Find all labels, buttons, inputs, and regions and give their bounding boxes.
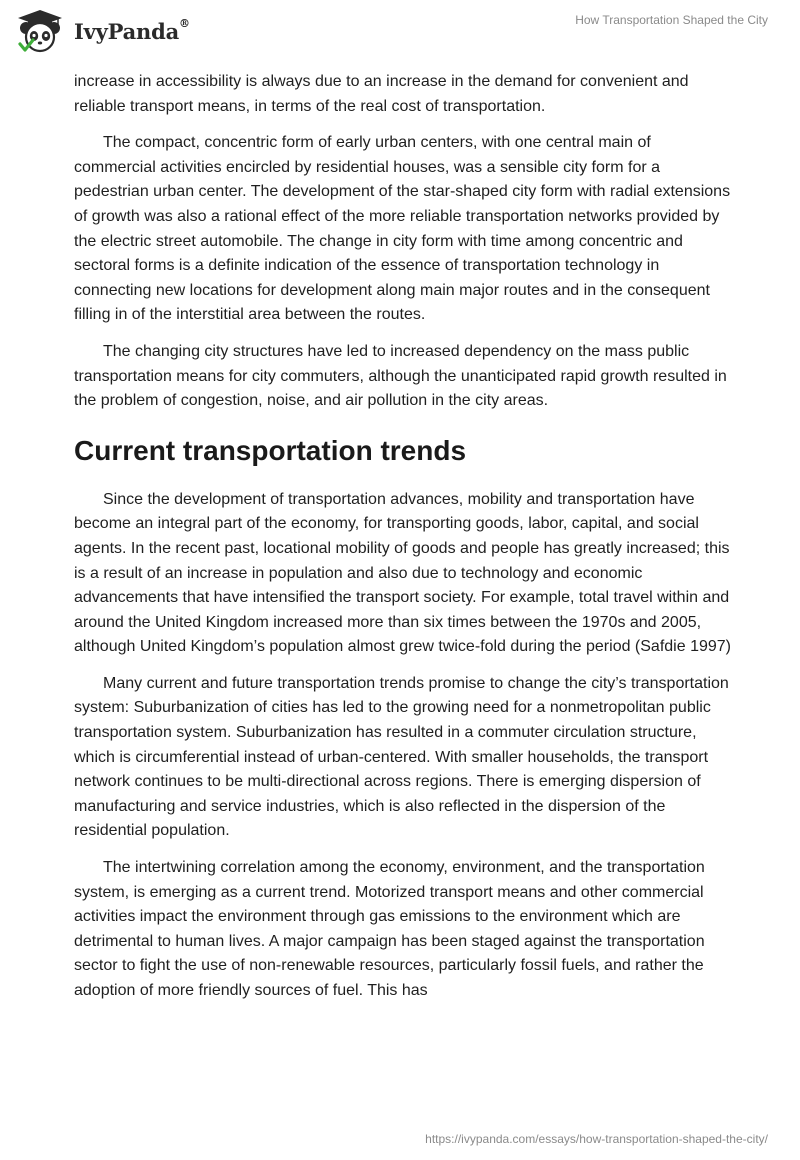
paragraph: The compact, concentric form of early urban centers, with one central main of commercial activities encircled by residential houses, was a sensible city form for a pedestrian urban center. The development of the star-shaped city form with radial extensions of growth was also a rational effect of the more reliable transportation networks provided by the electric street automobile. The change in city form with time among concentric and sectoral forms is a definite indication of the essence of transportation technology in connecting new locations for development along main major routes and in the consequent filling in of the interstitial area between the routes. — [74, 134, 731, 324]
paragraph: Since the development of transportation advances, mobility and transportation have become an integral part of the economy, for transporting goods, labor, capital, and social agents. In the recent past, locational mobility of goods and people has greatly increased; this is a result of an increase in population and also due to technology and economic advancements that have intensified the transport society. For example, total travel within and around the United Kingdom increased more than six times between the 1970s and 2005, although United Kingdom’s population almost grew twice-fold during the period (Safdie 1997) — [74, 490, 731, 656]
ivypanda-logo[interactable] — [14, 8, 190, 54]
logo-wordmark: IvyPanda® — [74, 16, 190, 44]
paragraph: The intertwining correlation among the economy, environment, and the transportation system, is emerging as a current trend. Motorized transport means and other commercial activities impact the environment through gas emissions to the environment which are detrimental to human lives. A major campaign has been staged against the transportation sector to fight the use of non-renewable resources, particularly fossil fuels, and rather the adoption of more friendly sources of fuel. This has — [74, 859, 705, 999]
essay-body — [74, 70, 734, 1016]
document-title: How Transportation Shaped the City — [575, 13, 768, 27]
paragraph: The changing city structures have led to increased dependency on the mass public transportation means for city commuters, although the unanticipated rapid growth resulted in the problem of congestion, noise, and air pollution in the city areas. — [74, 342, 727, 410]
source-url[interactable]: https://ivypanda.com/essays/how-transportation-shaped-the-city/ — [425, 1132, 768, 1146]
panda-graduate-icon — [14, 8, 66, 54]
paragraph: increase in accessibility is always due to an increase in the demand for convenient and reliable transport means, in terms of the real cost of transportation. — [74, 73, 689, 115]
page-header — [0, 0, 800, 68]
section-heading: Current transportation trends — [74, 434, 467, 466]
paragraph: Many current and future transportation trends promise to change the city’s transportation system: Suburbanization of cities has led to the growing need for a nonmetropolitan public transportation system. Suburbanization has resulted in a commuter circulation structure, which is circumferential instead of urban-centered. With smaller households, the transport network continues to be multi-directional across regions. There is emerging dispersion of manufacturing and service industries, which is also reflected in the dispersion of the residential population. — [74, 674, 729, 840]
